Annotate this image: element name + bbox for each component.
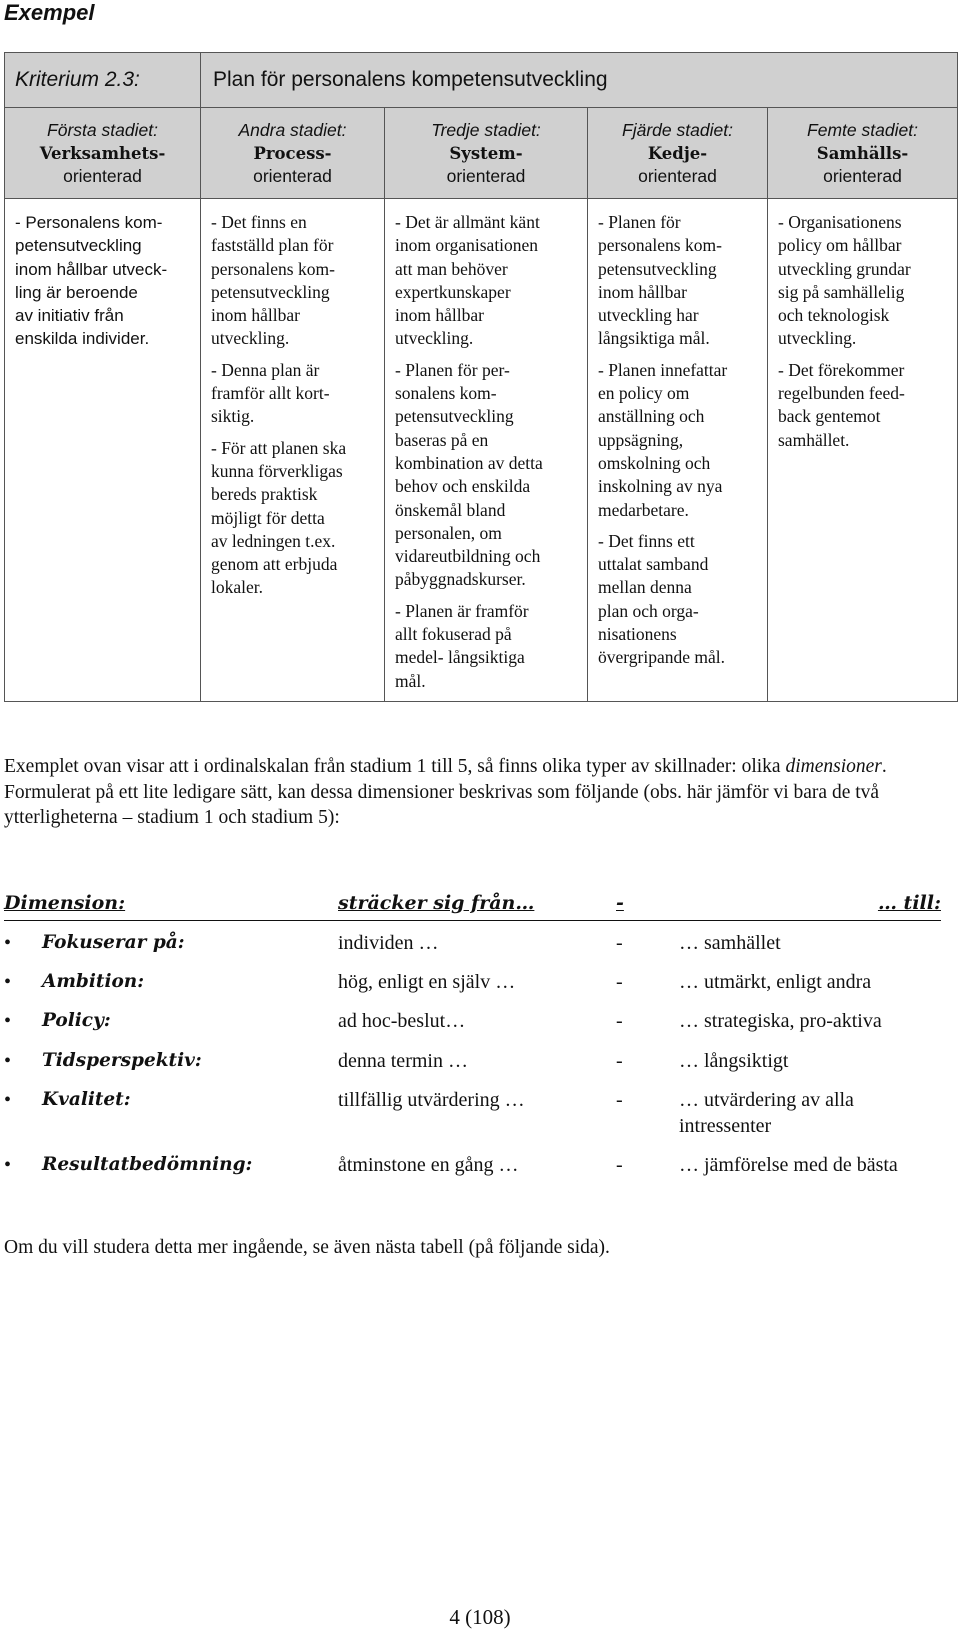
cell-paragraph: - Planen är framför allt fokuserad på medel- långsiktiga mål. bbox=[395, 600, 529, 691]
cell-paragraph: - För att planen ska kunna förverkligas bereds praktisk möjligt för detta av ledningen t.ex. genom att erbjuda lokaler. bbox=[211, 437, 347, 598]
cell-paragraph: - Personalens kom- petensutveckling inom hållbar utveck- ling är beroende av initiativ från enskilda individer. bbox=[15, 213, 168, 349]
stage-header-row bbox=[5, 108, 958, 199]
stage-description-row bbox=[5, 199, 958, 702]
dimension-to: … strategiska, pro-aktiva bbox=[679, 1010, 882, 1032]
dimension-to: … jämförelse med de bästa bbox=[679, 1154, 898, 1176]
dimension-name: Resultatbedömning: bbox=[42, 1154, 253, 1175]
criterion-label: Kriterium 2.3: bbox=[5, 53, 201, 108]
criterion-title-row bbox=[5, 53, 958, 108]
dimension-to: … samhället bbox=[679, 932, 781, 954]
to-column-header: … till: bbox=[877, 892, 941, 914]
from-column-header: sträcker sig från… bbox=[338, 892, 535, 914]
cell-paragraph: - Planen för personalens kom- petensutveckling inom hållbar utveckling har långsiktiga mål. bbox=[598, 212, 722, 349]
page-number: 4 (108) bbox=[449, 1605, 511, 1629]
stage-header-1: Första stadiet: Verksamhets- orienterad bbox=[5, 108, 201, 199]
dimension-dash: - bbox=[616, 1010, 623, 1032]
cell-paragraph: - Det förekommer regelbunden feed- back gentemot samhället. bbox=[778, 359, 905, 450]
dimension-from: åtminstone en gång … bbox=[338, 1154, 519, 1176]
dimension-name: Tidsperspektiv: bbox=[42, 1050, 202, 1071]
cell-paragraph: - Det finns ett uttalat samband mellan denna plan och orga- nisationens övergripande mål. bbox=[598, 530, 725, 668]
dimension-from: tillfällig utvärdering … bbox=[338, 1089, 525, 1111]
closing-paragraph: Om du vill studera detta mer ingående, se även nästa tabell (på följande sida). bbox=[4, 1237, 610, 1258]
emphasis-term: dimensioner bbox=[785, 756, 882, 777]
dimension-from: individen … bbox=[338, 932, 439, 954]
dimension-dash: - bbox=[616, 1089, 623, 1111]
cell-paragraph: - Det finns en fastställd plan för personalens kom- petensutveckling inom hållbar utveckling. bbox=[211, 212, 335, 349]
dimension-column-header: Dimension: bbox=[4, 892, 126, 914]
stage-cell-2 bbox=[201, 199, 385, 702]
stage-header-3: Tredje stadiet: System- orienterad bbox=[385, 108, 588, 199]
dimension-to: … utvärdering av alla intressenter bbox=[679, 1089, 854, 1137]
stage-header-5: Femte stadiet: Samhälls- orienterad bbox=[768, 108, 958, 199]
dimension-name: Fokuserar på: bbox=[42, 932, 185, 953]
dimension-name: Kvalitet: bbox=[42, 1089, 131, 1110]
dimension-name: Ambition: bbox=[42, 971, 145, 992]
dimension-dash: - bbox=[616, 932, 623, 954]
dimension-name: Policy: bbox=[42, 1010, 111, 1031]
bullet-icon: • bbox=[4, 932, 12, 954]
dimension-from: hög, enligt en själv … bbox=[338, 971, 516, 993]
explanation-paragraph: Exemplet ovan visar att i ordinalskalan från stadium 1 till 5, så finns olika typer av skillnader: olika dimensioner. Formulerat på ett lite ledigare sätt, kan dessa dimensioner beskrivas som följande (obs. här jämför vi bara de två ytterligheterna – stadium 1 och stadium 5): bbox=[4, 756, 887, 828]
bullet-icon: • bbox=[4, 1010, 12, 1032]
bullet-icon: • bbox=[4, 1154, 12, 1176]
bullet-icon: • bbox=[4, 971, 12, 993]
stage-header-4: Fjärde stadiet: Kedje- orienterad bbox=[588, 108, 768, 199]
dimension-to: … utmärkt, enligt andra bbox=[679, 971, 872, 993]
stage-header-2: Andra stadiet: Process- orienterad bbox=[201, 108, 385, 199]
page-heading: Exempel bbox=[4, 0, 95, 25]
cell-paragraph: - Det är allmänt känt inom organisationen att man behöver expertkunskaper inom hållbar utveckling. bbox=[395, 212, 540, 349]
dash-column-header: - bbox=[616, 892, 624, 914]
dimension-from: denna termin … bbox=[338, 1050, 468, 1072]
cell-paragraph: - Planen för per- sonalens kom- petensutveckling baseras på en kombination av detta behov och enskilda önskemål bland personalen, om vidareutbildning och påbyggnadskurser. bbox=[395, 359, 543, 590]
criterion-table bbox=[4, 52, 958, 702]
cell-paragraph: - Planen innefattar en policy om anställning och uppsägning, omskolning och inskolning av nya medarbetare. bbox=[598, 359, 728, 520]
cell-paragraph: - Denna plan är framför allt kort- siktig. bbox=[211, 359, 330, 427]
bullet-icon: • bbox=[4, 1089, 12, 1111]
dimension-dash: - bbox=[616, 971, 623, 993]
stage-cell-4 bbox=[588, 199, 768, 702]
cell-paragraph: - Organisationens policy om hållbar utveckling grundar sig på samhällelig och teknologisk utveckling. bbox=[778, 212, 911, 349]
criterion-title: Plan för personalens kompetensutveckling bbox=[201, 53, 958, 108]
stage-cell-3 bbox=[385, 199, 588, 702]
dimension-list-header bbox=[4, 892, 941, 921]
bullet-icon: • bbox=[4, 1050, 12, 1072]
dimension-from: ad hoc-beslut… bbox=[338, 1010, 466, 1032]
dimension-to: … långsiktigt bbox=[679, 1050, 789, 1072]
dimension-dash: - bbox=[616, 1050, 623, 1072]
stage-cell-1 bbox=[5, 199, 201, 702]
stage-cell-5 bbox=[768, 199, 958, 702]
dimension-dash: - bbox=[616, 1154, 623, 1176]
